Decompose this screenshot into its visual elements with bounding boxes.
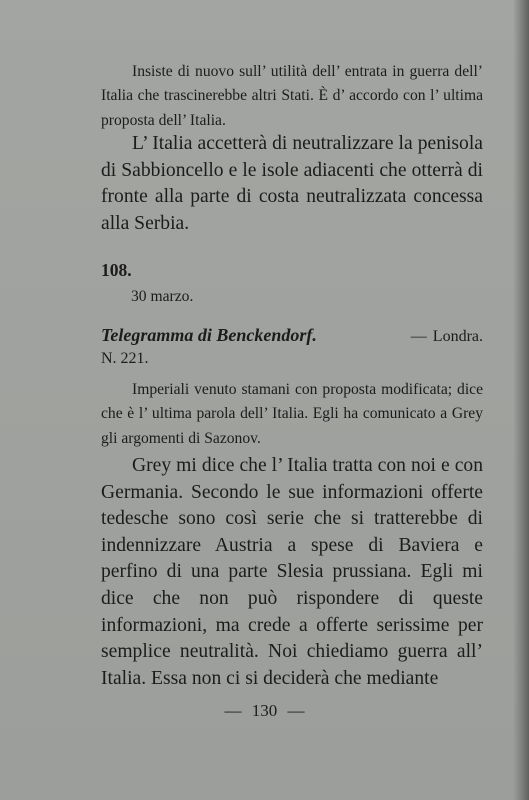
page-number: — 130 — [224,701,305,720]
paragraph-imperiali: Imperiali venuto stamani con proposta modificata; dice che è l’ ultima parola dell’ Italia. Egli ha comunicato a Grey gli argomenti di Sazonov. [101,381,483,447]
heading-separator: — [410,328,427,345]
page-edge-shadow [513,0,529,800]
telegram-heading-line [101,324,483,348]
telegram-sender-location [405,326,483,348]
telegram-place: Londra. [432,328,483,345]
paragraph-grey: Grey mi dice che l’ Italia tratta con noi e con Germania. Secondo le sue informazioni offerte tedesche sono così serie che si tratterebbe di indennizzare Austria a spese di Baviera e perfino di una parte Slesia prussiana. Egli mi dice che non può rispondere di queste informazioni, ma crede a offerte serissime per semplice neutralità. Noi chiediamo guerra all’ Italia. Essa non ci si deciderà che mediante [101,455,483,689]
document-date: 30 marzo. [131,288,194,305]
paragraph-insiste: Insiste di nuovo sull’ utilità dell’ entrata in guerra dell’ Italia che trascinerebbe altri Stati. È d’ accordo con l’ ultima proposta dell’ Italia. [101,63,483,129]
document-number: 108. [101,260,132,280]
telegram-heading [101,324,483,370]
paragraph-italia-accettera: L’ Italia accetterà di neutralizzare la penisola di Sabbioncello e le isole adiacenti che otterrà di fronte alla parte di costa neutralizzata concessa alla Serbia. [101,133,483,234]
telegram-title: Telegramma di Benckendorf. [101,325,317,345]
telegram-reference: N. 221. [101,350,149,367]
